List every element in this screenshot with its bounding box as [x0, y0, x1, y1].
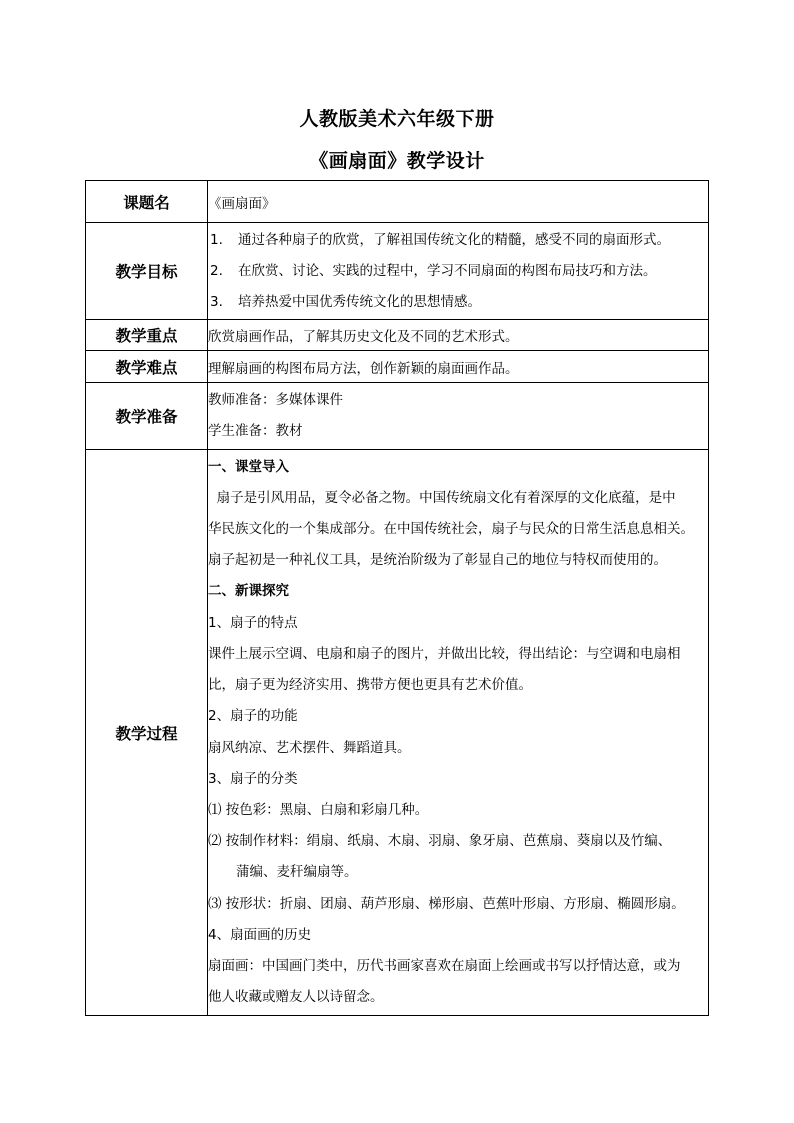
row-goals — [86, 223, 709, 320]
row-process — [86, 450, 709, 1016]
value-process — [208, 450, 709, 1016]
list-item: ⑵ 按制作材料：绢扇、纸扇、木扇、羽扇、象牙扇、芭蕉扇、葵扇以及竹编、 — [208, 833, 672, 850]
list-item: ⑶ 按形状：折扇、团扇、葫芦形扇、梯形扇、芭蕉叶形扇、方形扇、椭圆形扇。 — [208, 895, 685, 912]
section-heading: 一、课堂导入 — [208, 458, 289, 475]
row-topic — [86, 181, 709, 223]
document-subtitle: 《画扇面》教学设计 — [309, 150, 485, 172]
label-key-points: 教学重点 — [86, 320, 208, 351]
value-topic: 《画扇面》 — [208, 181, 709, 223]
subsection-heading: 4、扇面画的历史 — [208, 926, 312, 943]
paragraph-line: 扇风纳凉、艺术摆件、舞蹈道具。 — [208, 739, 411, 756]
subsection-heading: 3、扇子的分类 — [208, 770, 298, 787]
label-goals: 教学目标 — [86, 223, 208, 320]
label-process: 教学过程 — [86, 450, 208, 1016]
list-item: ⑴ 按色彩：黑扇、白扇和彩扇几种。 — [208, 801, 429, 818]
paragraph-line: 华民族文化的一个集成部分。在中国传统社会，扇子与民众的日常生活息息相关。 — [208, 521, 694, 538]
label-difficulties: 教学难点 — [86, 351, 208, 383]
value-preparation — [208, 383, 709, 450]
teacher-prep: 教师准备：多媒体课件 — [208, 392, 343, 408]
goal-item: 3. 培养热爱中国优秀传统文化的思想情感。 — [210, 293, 481, 310]
subsection-heading: 1、扇子的特点 — [208, 614, 298, 631]
paragraph-line: 比，扇子更为经济实用、携带方便也更具有艺术价值。 — [208, 677, 532, 694]
student-prep: 学生准备：教材 — [208, 423, 303, 439]
label-topic: 课题名 — [86, 181, 208, 223]
row-difficulties — [86, 351, 709, 383]
paragraph-line: 他人收藏或赠友人以诗留念。 — [208, 989, 384, 1006]
value-difficulties: 理解扇画的构图布局方法，创作新颖的扇面画作品。 — [208, 351, 709, 383]
row-key-points — [86, 320, 709, 351]
document-title: 人教版美术六年级下册 — [299, 108, 495, 130]
goal-item: 1. 通过各种扇子的欣赏，了解祖国传统文化的精髓，感受不同的扇面形式。 — [210, 231, 670, 248]
paragraph-line: 扇子起初是一种礼仪工具，是统治阶级为了彰显自己的地位与特权而使用的。 — [208, 552, 667, 569]
list-item-continued: 蒲编、麦秆编扇等。 — [236, 864, 358, 881]
label-preparation: 教学准备 — [86, 383, 208, 450]
goal-item: 2. 在欣赏、讨论、实践的过程中，学习不同扇面的构图布局技巧和方法。 — [210, 262, 657, 279]
paragraph-line: 课件上展示空调、电扇和扇子的图片，并做出比较，得出结论：与空调和电扇相 — [208, 645, 681, 662]
paragraph-line: 扇子是引风用品，夏令必备之物。中国传统扇文化有着深厚的文化底蕴，是中 — [208, 489, 676, 506]
value-key-points: 欣赏扇画作品，了解其历史文化及不同的艺术形式。 — [208, 320, 709, 351]
value-goals — [208, 223, 709, 320]
subsection-heading: 2、扇子的功能 — [208, 708, 298, 725]
paragraph-line: 扇面画：中国画门类中，历代书画家喜欢在扇面上绘画或书写以抒情达意，或为 — [208, 957, 681, 974]
section-heading: 二、新课探究 — [208, 583, 289, 600]
lesson-plan-table — [85, 180, 709, 1016]
row-preparation — [86, 383, 709, 450]
